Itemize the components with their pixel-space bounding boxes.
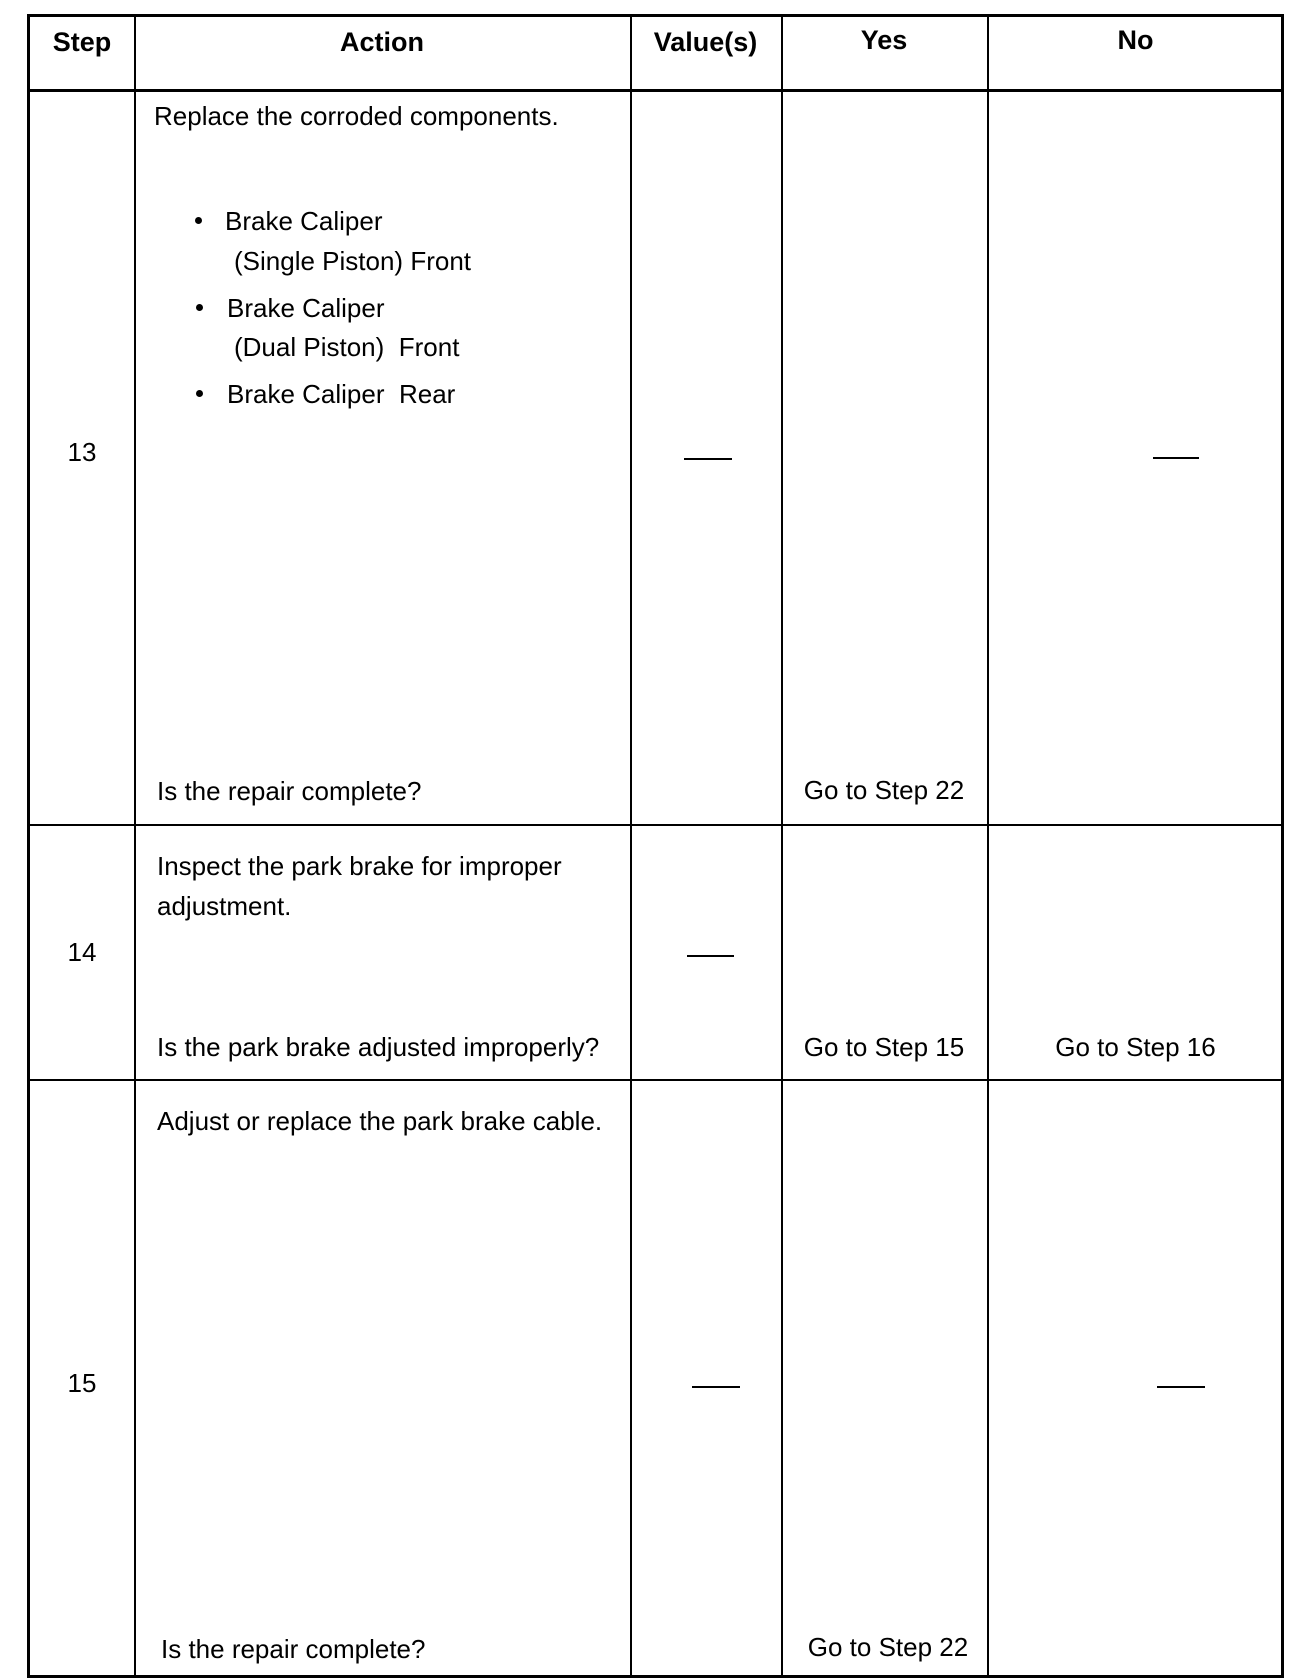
bullet-item: Brake Caliper [227,293,385,323]
column-divider [630,17,632,1675]
bullet-item-detail: (Single Piston) Front [234,246,471,276]
action-intro: Inspect the park brake for improper [157,851,562,881]
column-divider [987,17,989,1675]
action-question: Is the repair complete? [157,776,422,806]
yes-outcome: Go to Step 15 [803,1032,965,1062]
header-step: Step [52,27,112,57]
no-empty-dash [1153,457,1199,459]
step-number: 13 [67,437,97,467]
step-number: 15 [67,1368,97,1398]
row-divider [30,824,1281,826]
header-action: Action [340,27,424,57]
value-empty-dash [684,458,732,460]
header-no: No [1117,25,1154,55]
action-intro: Adjust or replace the park brake cable. [157,1106,603,1136]
column-divider [134,17,136,1675]
bullet-item: Brake Caliper [225,206,383,236]
header-divider [30,89,1281,92]
bullet-icon [196,304,203,311]
action-intro: adjustment. [157,891,292,921]
diagnostic-table [27,14,1284,1678]
value-empty-dash [687,955,734,957]
bullet-icon [195,217,202,224]
row-divider [30,1079,1281,1081]
bullet-item: Brake Caliper Rear [227,379,456,409]
bullet-item-detail: (Dual Piston) Front [234,332,460,362]
value-empty-dash [692,1386,740,1388]
action-question: Is the park brake adjusted improperly? [157,1032,600,1062]
action-question: Is the repair complete? [161,1634,426,1664]
column-divider [781,17,783,1675]
action-intro: Replace the corroded components. [154,101,559,131]
bullet-icon [196,390,203,397]
no-outcome: Go to Step 16 [1055,1032,1216,1062]
header-values: Value(s) [653,27,758,57]
header-yes: Yes [860,25,908,55]
step-number: 14 [67,937,97,967]
yes-outcome: Go to Step 22 [803,775,965,805]
no-empty-dash [1157,1386,1205,1388]
yes-outcome: Go to Step 22 [807,1632,969,1662]
